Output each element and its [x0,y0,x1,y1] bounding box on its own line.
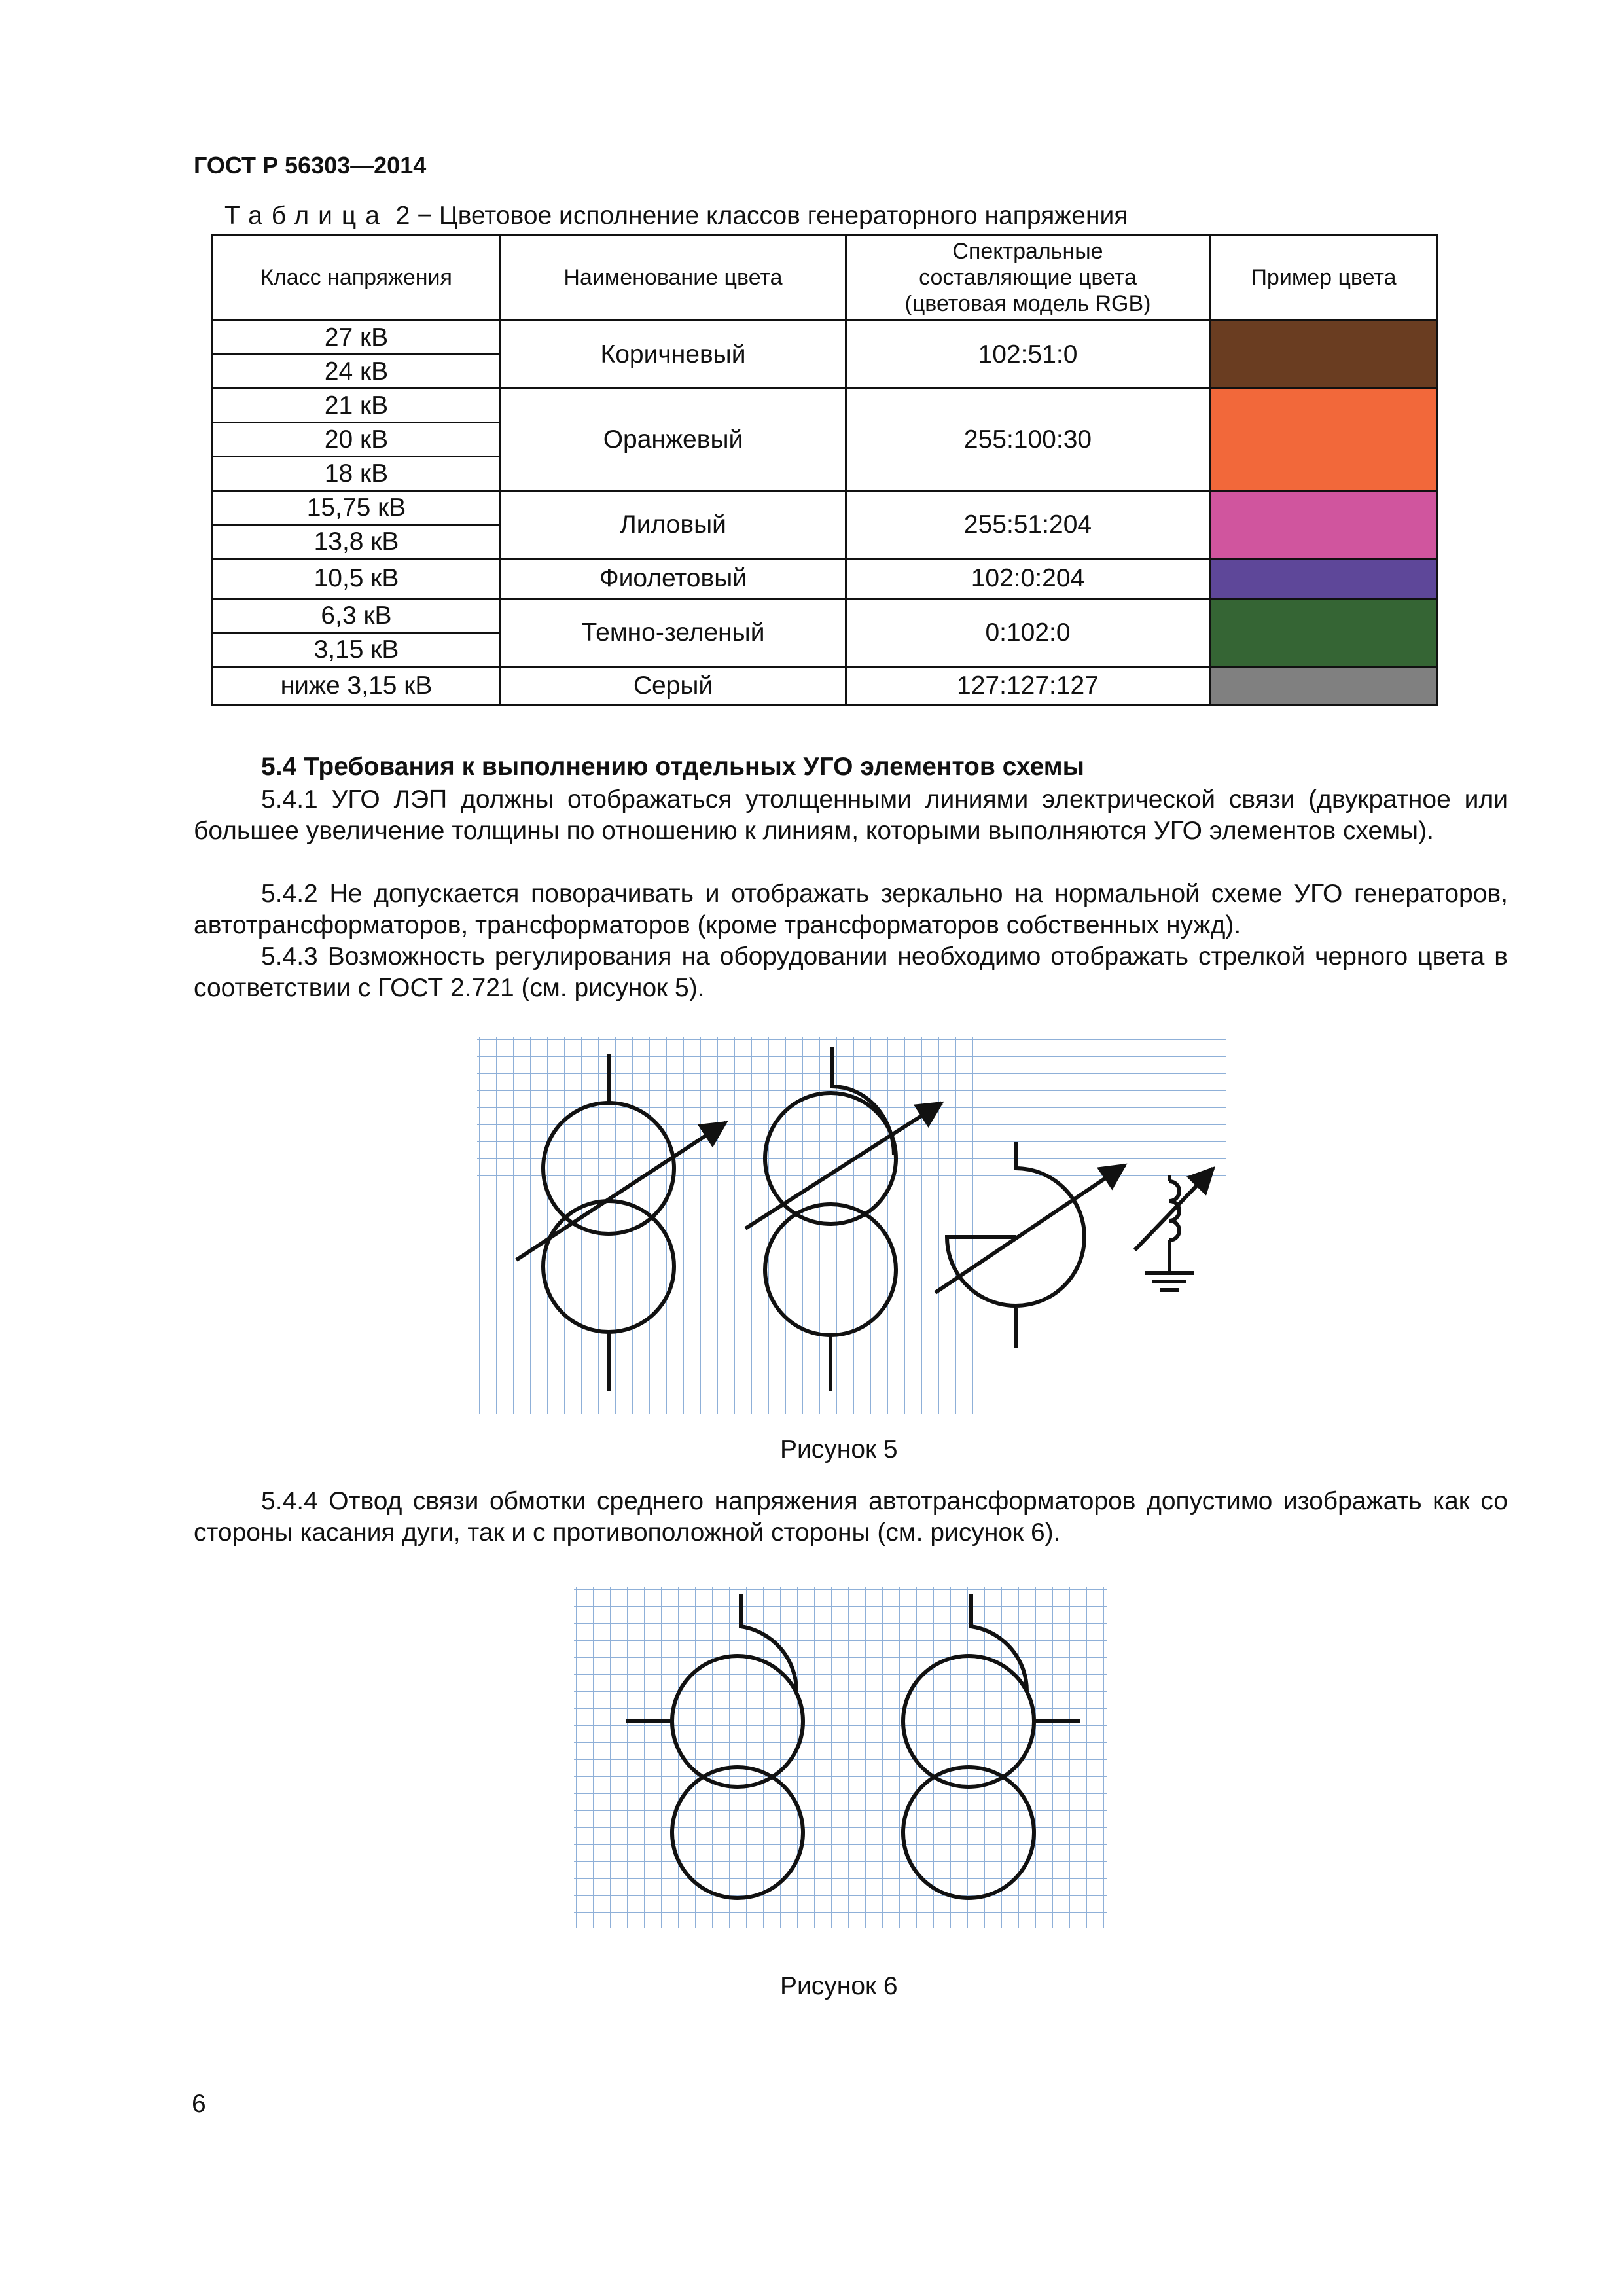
figure-6-caption: Рисунок 6 [780,1972,898,2000]
table-row [213,599,1438,633]
voltage-class-cell: 18 кВ [213,457,501,491]
document-code: ГОСТ Р 56303—2014 [194,152,427,179]
color-name-cell: Фиолетовый [501,559,846,599]
paragraph-5-4-2: 5.4.2 Не допускается поворачивать и отображать зеркально на нормальной схеме УГО генераторов, автотрансформаторов, трансформаторов (кроме трансформаторов собственных нужд). [194,880,1508,939]
column-header-swatch: Пример цвета [1210,235,1438,321]
color-name-cell: Коричневый [501,321,846,389]
figure-5-caption: Рисунок 5 [780,1435,898,1463]
voltage-class-cell: 24 кВ [213,355,501,389]
rgb-value-cell: 127:127:127 [846,667,1210,706]
rgb-value-cell: 102:51:0 [846,321,1210,389]
voltage-class-cell: ниже 3,15 кВ [213,667,501,706]
color-name-cell: Серый [501,667,846,706]
figure-6 [574,1587,1107,1928]
table-row [213,321,1438,355]
paragraph-5-4-3: 5.4.3 Возможность регулирования на оборудовании необходимо отображать стрелкой черного цвета в соответствии с ГОСТ 2.721 (см. рисунок 5). [194,942,1508,1002]
voltage-color-table [211,234,1438,706]
table-caption [224,202,1128,230]
table-row [213,491,1438,525]
voltage-class-cell: 20 кВ [213,423,501,457]
section-title: 5.4 Требования к выполнению отдельных УГО элементов схемы [261,753,1084,781]
table-row [213,667,1438,706]
rgb-value-cell: 102:0:204 [846,559,1210,599]
color-swatch-cell [1210,491,1438,559]
color-name-cell: Оранжевый [501,389,846,491]
rgb-value-cell: 255:100:30 [846,389,1210,491]
color-swatch-cell [1210,599,1438,667]
column-header-color-name: Наименование цвета [501,235,846,321]
paragraph-5-4-1: 5.4.1 УГО ЛЭП должны отображаться утолщенными линиями электрической связи (двукратное или большее увеличение толщины по отношению к линиям, которыми выполняются УГО элементов схемы). [194,785,1508,845]
figure-5 [477,1037,1226,1414]
voltage-class-cell: 15,75 кВ [213,491,501,525]
column-header-rgb: Спектральные составляющие цвета (цветовая модель RGB) [846,235,1210,321]
table-row [213,389,1438,423]
table-row [213,559,1438,599]
table-caption-label: Таблица [224,202,389,230]
rgb-value-cell: 255:51:204 [846,491,1210,559]
rgb-value-cell: 0:102:0 [846,599,1210,667]
column-header-voltage: Класс напряжения [213,235,501,321]
voltage-class-cell: 3,15 кВ [213,633,501,667]
page-number: 6 [192,2090,206,2118]
voltage-class-cell: 21 кВ [213,389,501,423]
color-swatch-cell [1210,667,1438,706]
voltage-class-cell: 6,3 кВ [213,599,501,633]
voltage-class-cell: 13,8 кВ [213,525,501,559]
grid-background [574,1587,1107,1928]
color-swatch-cell [1210,389,1438,491]
color-swatch-cell [1210,559,1438,599]
grid-background [477,1037,1226,1414]
table-caption-text: 2 − Цветовое исполнение классов генераторного напряжения [395,202,1128,230]
voltage-class-cell: 10,5 кВ [213,559,501,599]
paragraph-5-4-4: 5.4.4 Отвод связи обмотки среднего напряжения автотрансформаторов допустимо изображать как со стороны касания дуги, так и с противоположной стороны (см. рисунок 6). [194,1487,1508,1547]
voltage-class-cell: 27 кВ [213,321,501,355]
color-swatch-cell [1210,321,1438,389]
color-name-cell: Лиловый [501,491,846,559]
color-name-cell: Темно-зеленый [501,599,846,667]
table-header-row [213,235,1438,321]
